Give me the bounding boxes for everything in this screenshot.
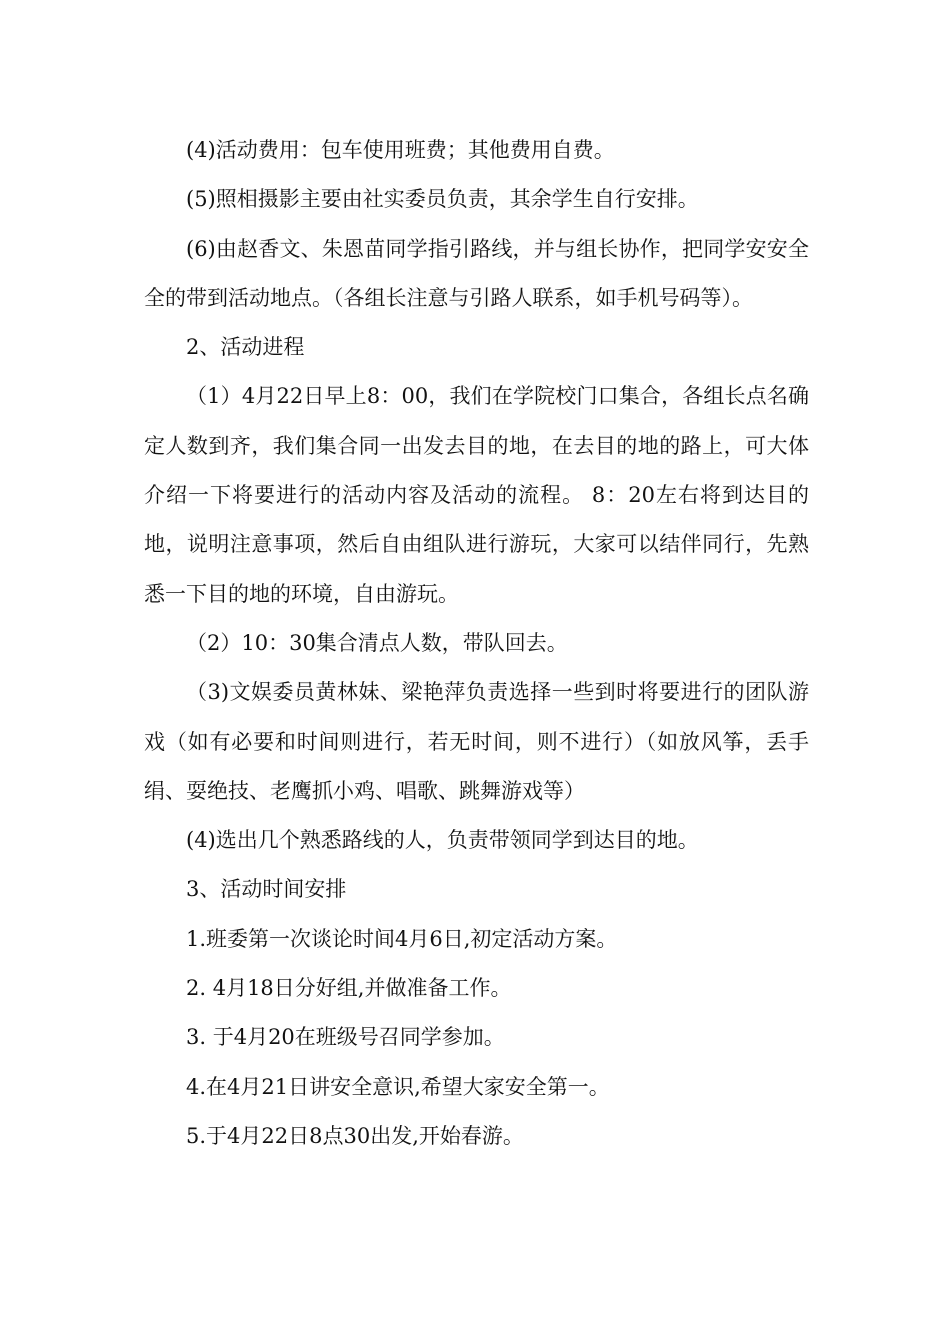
schedule-item-2: 2. 4月18日分好组,并做准备工作。 <box>186 976 512 1001</box>
schedule-item-1: 1.班委第一次谈论时间4月6日,初定活动方案。 <box>186 926 618 951</box>
paragraph-route-guide: (6)由赵香文、朱恩苗同学指引路线，并与组长协作，把同学安安全全的带到活动地点。（各组长注意与引路人联系，如手机号码等）。 <box>144 236 809 310</box>
paragraph-photography: (5)照相摄影主要由社实委员负责，其余学生自行安排。 <box>186 187 699 212</box>
heading-activity-process: 2、活动进程 <box>186 335 305 360</box>
schedule-item-3: 3. 于4月20在班级号召同学参加。 <box>186 1025 505 1050</box>
heading-schedule: 3、活动时间安排 <box>186 877 347 902</box>
schedule-item-4: 4.在4月21日讲安全意识,希望大家安全第一。 <box>186 1074 610 1099</box>
document-body <box>144 126 809 1161</box>
paragraph-assembly: （1）4月22日早上8：00，我们在学院校门口集合，各组长点名确定人数到齐，我们集合同一出发去目的地，在去目的地的路上，可大体介绍一下将要进行的活动内容及活动的流程。 8：20左右将到达目的地，说明注意事项，然后自由组队进行游玩，大家可以结伴同行，先熟悉一下目的地的环境，自由游玩。 <box>144 384 809 606</box>
paragraph-route-leaders: (4)选出几个熟悉路线的人，负责带领同学到达目的地。 <box>186 828 699 853</box>
paragraph-return: （2）10：30集合清点人数，带队回去。 <box>186 630 568 655</box>
paragraph-games: （3)文娱委员黄林妹、梁艳萍负责选择一些到时将要进行的团队游戏（如有必要和时间则进行，若无时间，则不进行）（如放风筝，丢手绢、耍绝技、老鹰抓小鸡、唱歌、跳舞游戏等） <box>144 680 809 803</box>
paragraph-cost: (4)活动费用：包车使用班费；其他费用自费。 <box>186 138 615 162</box>
schedule-item-5: 5.于4月22日8点30出发,开始春游。 <box>186 1123 524 1148</box>
